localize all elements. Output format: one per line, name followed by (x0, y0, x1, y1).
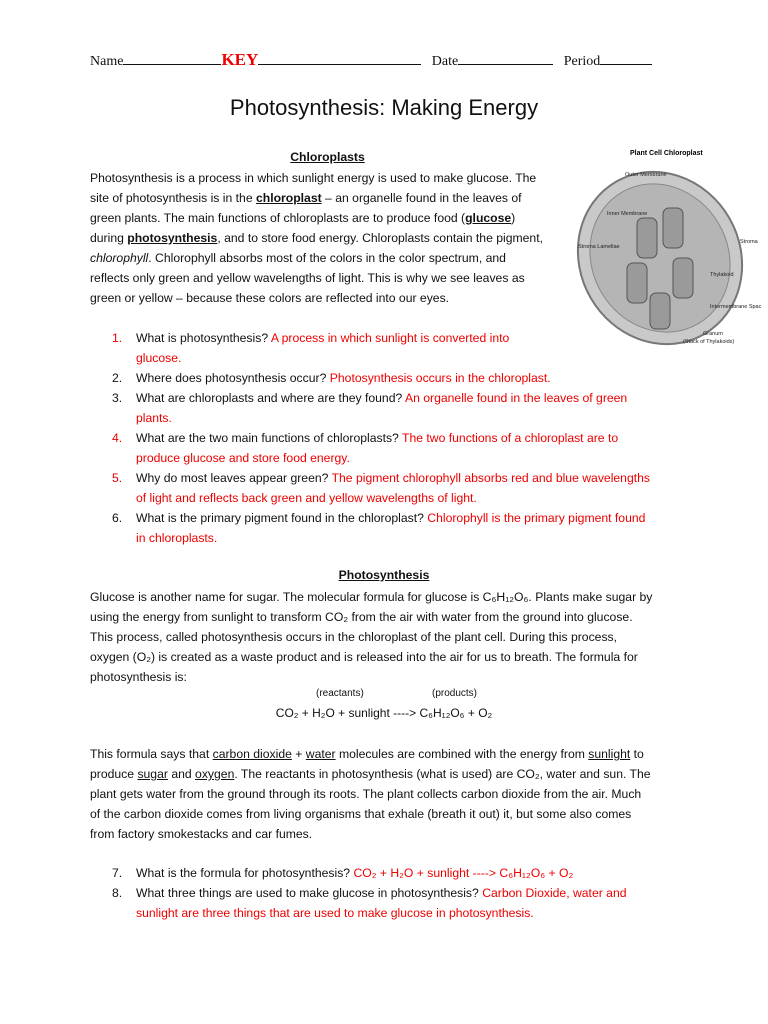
products-label: (products) (432, 688, 478, 699)
diagram-label: Outer Membrane (625, 172, 667, 178)
chloroplasts-paragraph (90, 168, 570, 308)
question-1: 1. What is photosynthesis? A process in which sunlight is converted into glucose. (112, 331, 510, 365)
formula-explanation (90, 744, 680, 844)
page-title: Photosynthesis: Making Energy (229, 95, 539, 120)
diagram-label: (Stack of Thylakoids) (683, 339, 735, 345)
para-line: photosynthesis is: (90, 670, 187, 684)
para-line: oxygen (O₂) is created as a waste product and is released into the air for us to breath. The formula for (90, 650, 638, 664)
chloroplasts-heading: Chloroplasts (290, 150, 365, 164)
question-8: 8. What three things are used to make glucose in photosynthesis? Carbon Dioxide, water and sunlight are three things that are used to make glucose in photosynthesis. (112, 886, 627, 920)
question-6: 6. What is the primary pigment found in the chloroplast? Chlorophyll is the primary pigment found in chloroplasts. (112, 511, 646, 545)
para-line: site of photosynthesis is in the chloroplast – an organelle found in the leaves of (90, 191, 522, 205)
diagram-title: Plant Cell Chloroplast (630, 150, 703, 157)
para-line: Glucose is another name for sugar. The molecular formula for glucose is C₆H₁₂O₆. Plants make sugar by (90, 590, 653, 604)
para-line: during photosynthesis, and to store food energy. Chloroplasts contain the pigment, (90, 231, 543, 245)
para-line: reflects only green and yellow wavelengths of light. This is why we see leaves as (90, 271, 525, 285)
diagram-label: Intermembrane Space (710, 304, 761, 310)
name-label: Name (90, 54, 124, 69)
photosynthesis-heading: Photosynthesis (338, 568, 430, 582)
header-row (90, 50, 678, 70)
photosynthesis-paragraph (90, 587, 680, 687)
reactants-label: (reactants) (316, 688, 364, 699)
name-line-1 (123, 52, 221, 65)
para-line: This formula says that carbon dioxide + water molecules are combined with the energy from sunlight to (90, 747, 644, 761)
para-line: green plants. The main functions of chloroplasts are to produce food (glucose) (90, 211, 516, 225)
para-line: of the carbon dioxide comes from living organisms that exhale (breath it out) it, but some also comes (90, 807, 632, 821)
diagram-label: Stroma Lamellae (578, 244, 620, 250)
photosynthesis-formula: CO₂ + H₂O + sunlight ----> C₆H₁₂O₆ + O₂ (275, 706, 493, 720)
name-line-2 (258, 52, 421, 65)
period-label: Period (563, 54, 601, 69)
question-7: 7. What is the formula for photosynthesis? CO₂ + H₂O + sunlight ----> C₆H₁₂O₆ + O₂ (112, 866, 574, 880)
question-4: 4. What are the two main functions of chloroplasts? The two functions of a chloroplast are to produce glucose and store food energy. (112, 431, 619, 465)
diagram-label: Inner Membrane (607, 211, 648, 217)
question-3: 3. What are chloroplasts and where are they found? An organelle found in the leaves of green plants. (112, 391, 628, 425)
diagram-label: Stroma (740, 239, 758, 245)
diagram-label: Thylakoid (710, 272, 734, 278)
date-line (458, 52, 553, 65)
para-line: plant gets water from the ground through its roots. The plant collects carbon dioxide from the air. Much (90, 787, 642, 801)
para-line: chlorophyll. Chlorophyll absorbs most of the colors in the color spectrum, and (90, 251, 506, 265)
question-5: 5. Why do most leaves appear green? The pigment chlorophyll absorbs red and blue wavelengths of light and reflects back green and yellow wavelengths of light. (112, 471, 651, 505)
chloroplast-illustration (575, 143, 761, 358)
para-line: from factory smokestacks and car fumes. (90, 827, 313, 841)
period-line (600, 52, 652, 65)
question-2: 2. Where does photosynthesis occur? Photosynthesis occurs in the chloroplast. (112, 371, 551, 385)
para-line: using the energy from sunlight to transform CO₂ from the air with water from the ground into glucose. (90, 610, 633, 624)
diagram-label: Granum (703, 331, 723, 337)
para-line: This process, called photosynthesis occurs in the chloroplast of the plant cell. During this process, (90, 630, 618, 644)
para-line: green or yellow – because these colors are reflected into our eyes. (90, 291, 450, 305)
name-value: KEY (221, 50, 259, 69)
para-line: produce sugar and oxygen. The reactants in photosynthesis (what is used) are CO₂, water and sun. The (90, 767, 651, 781)
chloroplast-diagram (575, 143, 761, 358)
date-label: Date (431, 54, 459, 69)
para-line: Photosynthesis is a process in which sunlight energy is used to make glucose. The (90, 171, 537, 185)
